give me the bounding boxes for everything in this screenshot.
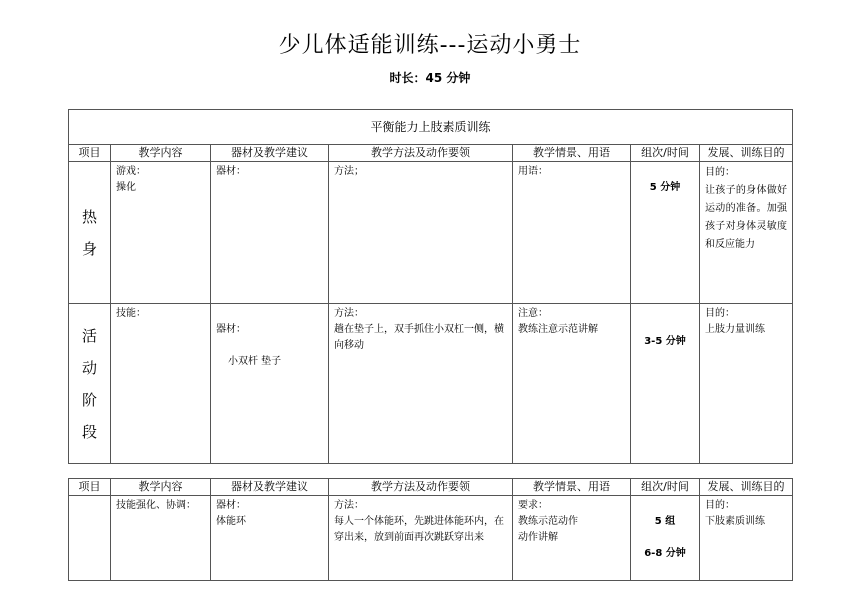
equipment-items: 小双杆 垫子 xyxy=(228,356,282,367)
header-content: 教学内容 xyxy=(111,145,211,162)
item-skill xyxy=(69,496,111,581)
content-cell: 技能： xyxy=(111,304,211,464)
header-method: 教学方法及动作要领 xyxy=(329,145,513,162)
scenario-cell: 用语： xyxy=(513,162,631,304)
header-row xyxy=(69,145,793,162)
time-value: 6-8 分钟 xyxy=(644,548,686,559)
header-time: 组次/时间 xyxy=(631,479,700,496)
goal-cell: 目的： 让孩子的身体做好运动的准备。加强孩子对身体灵敏度和反应能力 xyxy=(700,162,793,304)
header-time: 组次/时间 xyxy=(631,145,700,162)
lesson-table-1 xyxy=(68,109,793,464)
header-equipment: 器材及教学建议 xyxy=(211,479,329,496)
table-row-warmup xyxy=(69,162,793,304)
time-cell: 3-5 分钟 xyxy=(631,304,700,464)
method-cell: 方法： 每人一个体能环，先跳进体能环内，在穿出来，放到前面再次跳跃穿出来 xyxy=(329,496,513,581)
table-row-skill xyxy=(69,496,793,581)
lesson-table-2 xyxy=(68,478,793,581)
equipment-cell: 器材： xyxy=(211,162,329,304)
header-scenario: 教学情景、用语 xyxy=(513,145,631,162)
document-title: 少儿体适能训练---运动小勇士 xyxy=(278,33,582,58)
section-title: 平衡能力上肢素质训练 xyxy=(69,110,793,145)
header-equipment: 器材及教学建议 xyxy=(211,145,329,162)
item-warmup: 热 身 xyxy=(69,162,111,304)
header-method: 教学方法及动作要领 xyxy=(329,479,513,496)
header-content: 教学内容 xyxy=(111,479,211,496)
equipment-label: 器材： xyxy=(216,324,246,335)
header-row xyxy=(69,479,793,496)
header-item: 项目 xyxy=(69,479,111,496)
scenario-cell: 注意： 教练注意示范讲解 xyxy=(513,304,631,464)
equipment-cell xyxy=(211,304,329,464)
item-activity: 活 动 阶 段 xyxy=(69,304,111,464)
header-goal: 发展、训练目的 xyxy=(700,145,793,162)
equipment-cell: 器材： 体能环 xyxy=(211,496,329,581)
goal-cell: 目的： 下肢素质训练 xyxy=(700,496,793,581)
method-cell: 方法： 趟在垫子上，双手抓住小双杠一侧，横向移动 xyxy=(329,304,513,464)
time-cell xyxy=(631,496,700,581)
content-cell: 技能强化、协调： xyxy=(111,496,211,581)
header-goal: 发展、训练目的 xyxy=(700,479,793,496)
time-cell: 5 分钟 xyxy=(631,162,700,304)
content-cell: 游戏： 操化 xyxy=(111,162,211,304)
header-scenario: 教学情景、用语 xyxy=(513,479,631,496)
goal-cell: 目的： 上肢力量训练 xyxy=(700,304,793,464)
table-row-activity xyxy=(69,304,793,464)
duration-label: 时长：45 分钟 xyxy=(389,71,471,85)
sets-value: 5 组 xyxy=(654,516,676,527)
scenario-cell: 要求： 教练示范动作 动作讲解 xyxy=(513,496,631,581)
header-item: 项目 xyxy=(69,145,111,162)
method-cell: 方法； xyxy=(329,162,513,304)
